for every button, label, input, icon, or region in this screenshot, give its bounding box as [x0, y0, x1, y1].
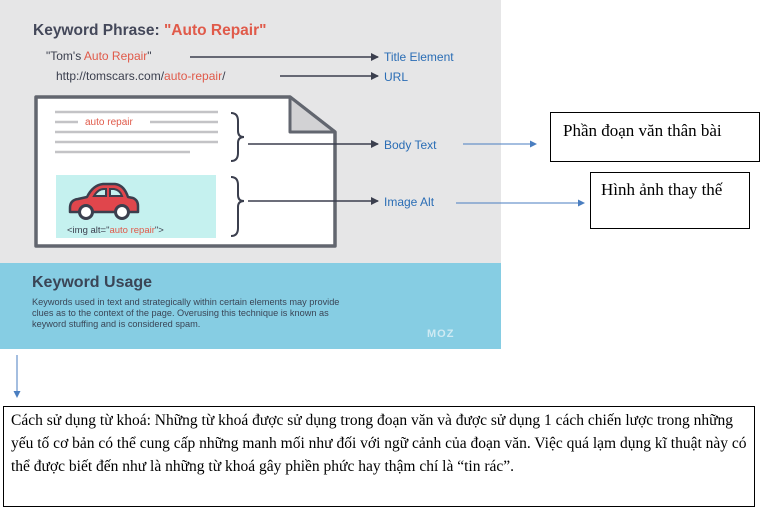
keyword-usage-title: Keyword Usage	[32, 274, 153, 291]
title-element-label: Title Element	[384, 50, 454, 64]
keyword-usage-translation-box: Cách sử dụng từ khoá: Những từ khoá được sử dụng trong đoạn văn và được sử dụng 1 cách chiến lược trong những yếu tố cơ bản có thể cung cấp những manh mối như đối với ngữ cảnh của đoạn văn. Việc quá lạm dụng kĩ thuật này có thể được biết đến như là những từ khoá gây phiền phức hay thậm chí là “tin rác”.	[3, 406, 755, 507]
body-text-translation-box: Phần đoạn văn thân bài	[550, 112, 760, 162]
keyword-usage-description: Keywords used in text and strategically within certain elements may provide clues as to the context of the page. Overusing this technique is known as keyword stuffing and is considered spam.	[32, 297, 340, 329]
title-element-example: "Tom's Auto Repair"	[46, 49, 152, 63]
image-alt-translation-box: Hình ảnh thay thế	[590, 172, 750, 229]
img-alt-code: <img alt="auto repair">	[67, 225, 164, 236]
image-alt-label: Image Alt	[384, 195, 435, 209]
url-example: http://tomscars.com/auto-repair/	[56, 69, 226, 83]
moz-logo: MOZ	[427, 328, 455, 340]
keyword-phrase-heading: Keyword Phrase: "Auto Repair"	[33, 22, 267, 39]
url-label: URL	[384, 70, 409, 84]
body-text-label: Body Text	[384, 138, 437, 152]
body-keyword-snippet: auto repair	[85, 117, 133, 128]
heading-keyword: "Auto Repair"	[163, 22, 267, 39]
